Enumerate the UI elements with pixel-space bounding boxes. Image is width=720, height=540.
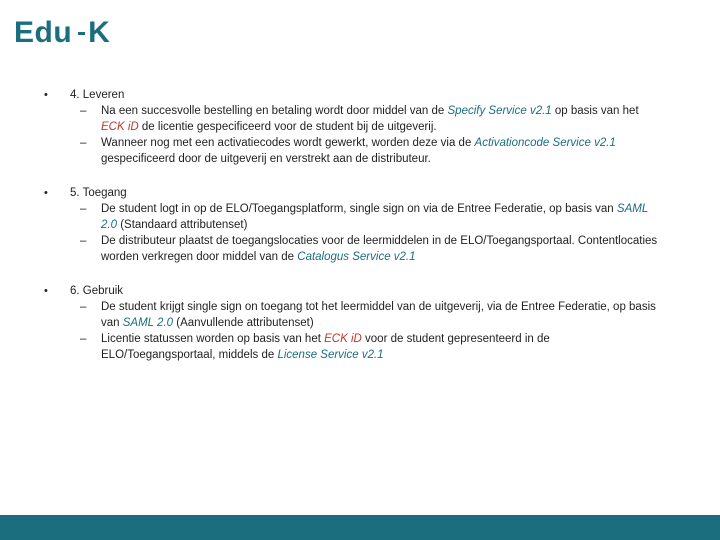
- footer-bar: [0, 515, 720, 540]
- saml-link[interactable]: SAML 2.0: [122, 316, 174, 329]
- dash-marker: –: [80, 203, 87, 215]
- logo-k-text: K: [88, 16, 111, 49]
- item-title: 4. Leveren: [70, 89, 125, 101]
- item-title: 6. Gebruik: [70, 285, 124, 297]
- sub-item-text: Licentie statussen worden op basis van het ECK iD voor de student gepresenteerd in de ELO/Toegangsportaal, middels de License Service v2.1: [101, 333, 550, 361]
- sub-item-text: Wanneer nog met een activatiecodes wordt gewerkt, worden deze via de Activationcode Service v2.1 gespecificeerd door de uitgeverij en verstrekt aan de distributeur.: [101, 137, 616, 165]
- saml-link[interactable]: SAML 2.0: [101, 203, 649, 231]
- bullet: •: [44, 285, 48, 297]
- sub-item-text: De student logt in op de ELO/Toegangsplatform, single sign on via de Entree Federatie, op basis van SAML 2.0 (Standaard attributenset): [101, 203, 649, 231]
- dash-marker: –: [80, 137, 87, 149]
- logo-edu-text: Edu: [14, 16, 73, 49]
- sub-item-text: De student krijgt single sign on toegang tot het leermiddel van de uitgeverij, via de Entree Federatie, op basis van SAML 2.0 (Aanvullende attributenset): [101, 301, 656, 329]
- bullet: •: [44, 89, 48, 101]
- activationcode-service-link[interactable]: Activationcode Service v2.1: [474, 137, 616, 149]
- dash-marker: –: [80, 301, 87, 313]
- logo-dash: [78, 32, 85, 35]
- bullet: •: [44, 187, 48, 199]
- edu-k-logo: [14, 16, 110, 50]
- dash-marker: –: [80, 235, 87, 247]
- license-service-link[interactable]: License Service v2.1: [277, 348, 384, 361]
- eck-id-ref: ECK iD: [101, 120, 139, 133]
- dash-marker: –: [80, 105, 87, 117]
- eck-id-ref: ECK iD: [324, 333, 362, 345]
- sub-item-text: Na een succesvolle bestelling en betaling wordt door middel van de Specify Service v2.1 op basis van het ECK iD de licentie gespecificeerd voor de student bij de uitgeverij.: [101, 105, 639, 133]
- item-title: 5. Toegang: [70, 187, 127, 199]
- sub-item-text: De distributeur plaatst de toegangslocaties voor de leermiddelen in de ELO/Toegangsportaal. Contentlocaties worden verkregen door middel van de Catalogus Service v2.1: [101, 235, 658, 263]
- dash-marker: –: [80, 333, 87, 345]
- specify-service-link[interactable]: Specify Service v2.1: [447, 105, 552, 117]
- catalogus-service-link[interactable]: Catalogus Service v2.1: [297, 250, 416, 263]
